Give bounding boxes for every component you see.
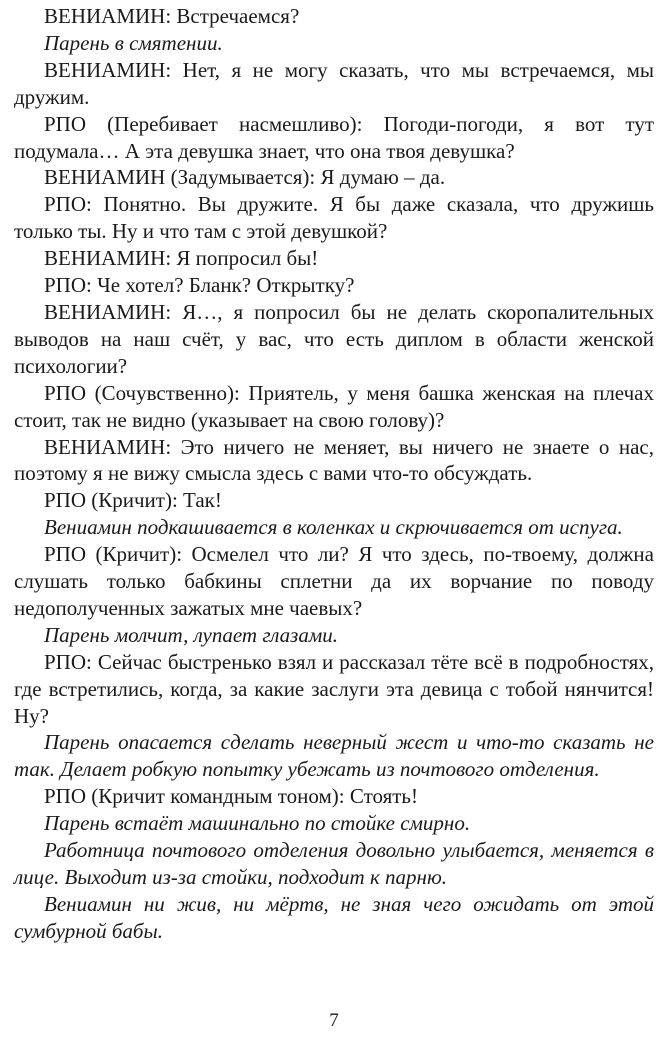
stage-direction: Вениамин подкашивается в коленках и скрючивается от испуга. — [44, 515, 623, 540]
dialogue-line: РПО (Сочувственно): Приятель, у меня башка женская на плечах стоит, так не видно (указывает на свою голову)? — [14, 380, 654, 432]
page-text — [14, 3, 654, 945]
dialogue-line: ВЕНИАМИН (Задумывается): Я думаю – да. — [44, 165, 446, 190]
stage-direction: Парень в смятении. — [44, 30, 223, 55]
dialogue-line: РПО: Понятно. Вы дружите. Я бы даже сказала, что дружишь только ты. Ну и что там с этой девушкой? — [14, 192, 654, 244]
page-number: 7 — [329, 1010, 339, 1031]
stage-direction: Парень опасается сделать неверный жест и что-то сказать не так. Делает робкую попытку убежать из почтового отделения. — [14, 730, 654, 782]
dialogue-line: РПО (Перебивает насмешливо): Погоди-погоди, я вот тут подумала… А эта девушка знает, что она твоя девушка? — [14, 111, 654, 163]
dialogue-line: ВЕНИАМИН: Встречаемся? — [44, 4, 300, 28]
dialogue-line: РПО: Сейчас быстренько взял и рассказал тёте всё в подробностях, где встретились, когда, за какие заслуги эта девица с тобой нянчится! Ну? — [14, 649, 654, 728]
dialogue-line: РПО: Че хотел? Бланк? Открытку? — [44, 273, 355, 298]
stage-direction: Парень молчит, лупает глазами. — [44, 622, 339, 647]
dialogue-line: ВЕНИАМИН: Я…, я попросил бы не делать скоропалительных выводов на наш счёт, у вас, что есть диплом в области женской психологии? — [14, 299, 654, 378]
stage-direction: Работница почтового отделения довольно улыбается, меняется в лице. Выходит из-за стойки, подходит к парню. — [14, 838, 654, 889]
stage-direction: Парень встаёт машинально по стойке смирно. — [44, 811, 471, 836]
dialogue-line: РПО (Кричит): Так! — [44, 488, 222, 513]
dialogue-line: РПО (Кричит командным тоном): Стоять! — [44, 784, 418, 809]
dialogue-line: ВЕНИАМИН: Я попросил бы! — [44, 246, 319, 271]
dialogue-line: РПО (Кричит): Осмелел что ли? Я что здесь, по-твоему, должна слушать только бабкины сплетни да их ворчание по поводу недополученных зажатых мне чаевых? — [14, 542, 654, 620]
dialogue-line: ВЕНИАМИН: Нет, я не могу сказать, что мы встречаемся, мы дружим. — [14, 57, 654, 109]
dialogue-line: ВЕНИАМИН: Это ничего не меняет, вы ничего не знаете о нас, поэтому я не вижу смысла здесь с вами что-то обсуждать. — [14, 434, 654, 486]
stage-direction: Вениамин ни жив, ни мёртв, не зная чего ожидать от этой сумбурной бабы. — [14, 891, 654, 943]
